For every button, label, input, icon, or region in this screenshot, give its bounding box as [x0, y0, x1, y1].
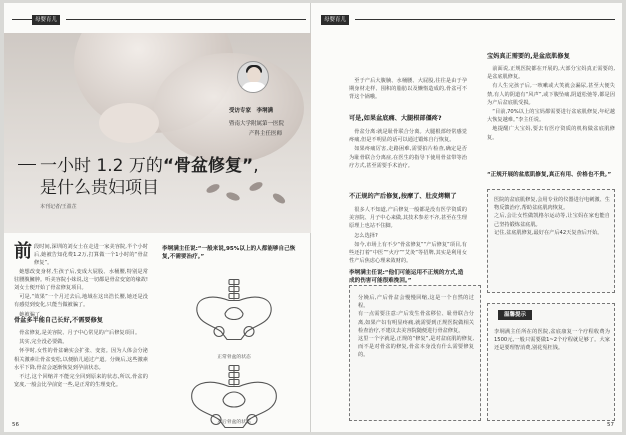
left-column: 前段时间,深圳的刘女士在走进一家美容院,半个小时后,她被告知花费1.2万,打算做一个1小时的“骨盆修复”。 她想改变身材,生孩子后,变成大屁股、水桶腰,特别是常驻腰腹臃肿。听美容院小妹说,这一切都是骨盆变宽的缘故!刘女士便开始了骨盆修复项目。 可是,“效果”一个月过去后,地域在这出浩长腰,她还是没有感觉到变化,只能当做被骗了。 她被骗了。 — [14, 241, 148, 318]
right-page — [315, 3, 622, 432]
page-number: 56 — [12, 422, 19, 428]
expert-name: 受访专家 李垌满 — [229, 108, 274, 114]
headline: 一小时 1.2 万的“骨盆修复”, 是什么贵妇项目 — [40, 156, 259, 198]
notice-box-text: 李垌满主任所在的医院,盆底康复一个疗程收费为1500元,一般只需要做1~2个疗程就足够了。大家还是要理智消费,别花冤枉钱。 — [494, 329, 610, 352]
pull-quote: 李垌满主任说:“一般来说,95%以上的人都能够自己恢复,不需要治疗。” — [162, 246, 296, 261]
headline-dash — [18, 164, 36, 165]
petal — [271, 192, 286, 206]
center-box-text: 分娩后,产后骨盆会慢慢回缩,这是一个自然的过程。 有一点需要注意:产后发生骨盆移位、耻骨联合分离,如果产妇有明显疼痛,就需要到正规医院做相关检查治疗,不建议去美容院随便进行骨盆修复。 这里一个字就是,正规的“修复”,是对盆底肌的修复,而不是对骨盆的修复,骨盆本身没有什么需要修复的。 — [358, 295, 474, 359]
tip-box — [487, 189, 615, 293]
header-rule — [355, 19, 615, 20]
tip-box-text: 医院的盆底肌修复,会用专业的仪器进行电刺激、生物反馈治疗,帮助盆底肌肉恢复。 之后,会让女性做凯格尔运动等,让宝妈在家也能自己坚持锻炼盆底肌。 记住,盆底肌修复,最好在产后42天复查后开始。 — [494, 197, 610, 236]
pelvis-illustration-normal — [189, 273, 279, 353]
header-rule — [12, 19, 32, 20]
pull-quote: 李垌满主任说:“他们可能运用不正规的方式,造成的伤害可能很难挽回。” — [349, 270, 464, 285]
right-column-2: 前面说,正规医院都在开展的,大部分宝妈真正需要的,是盆底肌修复。 有人生完孩子后,一咳嗽或大笑就会漏尿,甚至大便失禁,有人的阴道有“风声”,或下腹坠痛,阴道松弛等,都是因为产后盆底肌受损。 “目前,70%以上的宝妈都需要进行盆底肌修复,年纪越大恢复越难。”李主任说。 地提醒广大宝妈,要去有医疗资质的机构做盆底肌修复。 — [487, 66, 615, 141]
magazine-spread — [4, 3, 622, 432]
right-column-1-mid: 骨盆分离:就是耻骨联合分离。大腿根部经常感觉疼痛,但是不明显的话可以通过锻炼自行恢复。 如果疼痛厉害,走路困难,需要拍片检查,确定是否为耻骨联合分离症,在医生的指导下使用骨盆带等治疗方式,甚至需要手术治疗。 — [349, 129, 467, 169]
header-rule — [66, 19, 306, 20]
pelvis-caption-postpartum: 产后骨盆的状态 — [217, 420, 251, 425]
dropcap: 前 — [14, 241, 32, 262]
hand-shape — [99, 103, 159, 143]
expert-affiliation: 暨南大学附属第一医院 — [229, 121, 285, 127]
subhead: 可是,如果盆底痛、大腿根部僵疼? — [349, 115, 442, 122]
byline: 本刊记者/王盈芷 — [40, 204, 77, 210]
left-column-2: 骨盆修复,是美容院、月子中心常见的产后修复项目。 其实,完全没必要做。 怀孕时,女性的骨盆确实会扩张、变宽。因为人体会分泌相关激素让骨盆变松,以便胎儿通过产道。分娩后,这些激素水平下降,骨盆会逐渐恢复到孕前状态。 不过,这个回缩并不能完全回到原来的状态,所以,骨盆的宽度,一般会比孕前宽一些,是正常的生理变化。 — [14, 330, 148, 389]
expert-avatar — [237, 61, 269, 93]
pelvis-caption-normal: 正常骨盆的状态 — [217, 355, 251, 360]
subhead: 骨盆多半能自己长好,不需要修复 — [14, 317, 103, 324]
expert-title: 产科主任医师 — [249, 131, 283, 137]
left-page — [4, 3, 311, 432]
notice-box — [487, 303, 615, 421]
center-info-box — [349, 285, 481, 421]
notice-banner: 温馨提示 — [498, 310, 532, 320]
subhead: 不正规的产后修复,按摩了、肚皮烤糊了 — [349, 193, 457, 200]
headline-emphasis: “骨盆修复” — [162, 156, 254, 176]
subhead: 宝妈真正需要的,是盆底肌修复 — [487, 53, 570, 60]
pull-quote: “正规开展的盆底肌修复,真正有用、价格也不贵。” — [487, 172, 612, 178]
right-column-1-top: 至于产后大腹腩、水桶腰、大屁股,往往是由于孕期身材走样、囤积的脂肪以及懒惰造成的,骨盆可不背这个锅哦。 — [349, 78, 467, 101]
section-tag: 母婴育儿 — [32, 15, 60, 25]
right-column-1-bottom: 很多人不知道,产后修复一般都是没有医学资质的美容院、月子中心来做,其技术参差不齐,甚至在生理原理上也站不住脚。 怎么选择? 如今,市场上有不少“骨盆修复”“产后修复”项目,有些还打着“中医”“火疗”“艾灸”等招牌,其实是利用女性产后焦虑心理来敛财的。 — [349, 207, 467, 265]
section-tag: 母婴育儿 — [321, 15, 349, 25]
page-number: 57 — [607, 422, 614, 428]
